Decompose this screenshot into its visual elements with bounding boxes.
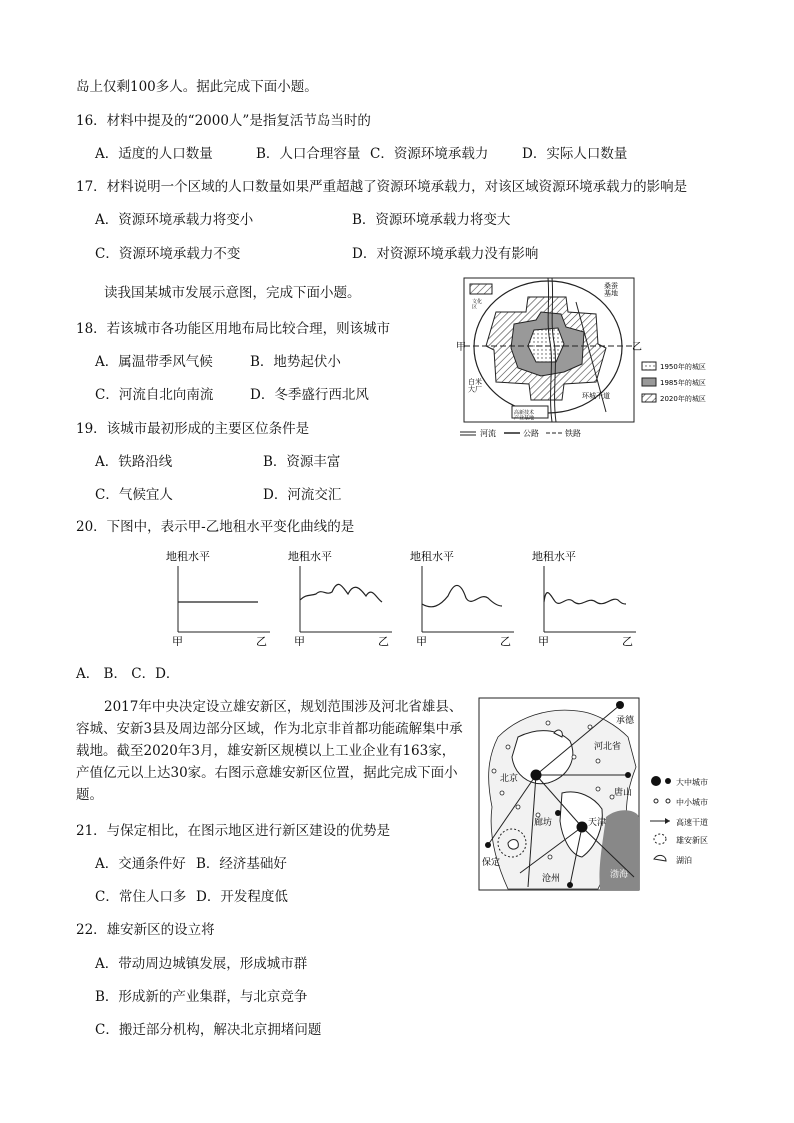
city-legend-1950: 1950年的城区 bbox=[660, 363, 706, 371]
city-legend-1985: 1985年的城区 bbox=[660, 379, 706, 387]
rent-chart-d bbox=[532, 549, 636, 646]
xiongan-location-map bbox=[478, 697, 788, 893]
q16-stem: 16．材料中提及的“2000人”是指复活节岛当时的 bbox=[76, 113, 371, 129]
city-map-jia: 甲 bbox=[456, 342, 466, 353]
q17-option-a[interactable]: A．资源环境承载力将变小 bbox=[95, 212, 254, 228]
q21-stem: 21．与保定相比，在图示地区进行新区建设的优势是 bbox=[76, 823, 391, 839]
map-tangshan: 唐山 bbox=[614, 788, 633, 798]
city-map-top-right: 桑蚕基地 bbox=[604, 282, 618, 298]
rent-chart-b-xstart: 甲 bbox=[294, 635, 305, 646]
rent-chart-c-ylabel: 地租水平 bbox=[410, 550, 454, 563]
q17-stem: 17．材料说明一个区域的人口数量如果严重超越了资源环境承载力，对该区域资源环境承载力的影响是 bbox=[76, 179, 688, 195]
q18-option-d[interactable]: D．冬季盛行西北风 bbox=[250, 387, 369, 403]
rent-chart-c bbox=[410, 549, 514, 646]
map-beijing: 北京 bbox=[500, 774, 519, 784]
rent-chart-c-xstart: 甲 bbox=[416, 635, 427, 646]
city-map-road-label: 环城干道 bbox=[582, 392, 610, 400]
map-legend-small-city: 中小城市 bbox=[676, 798, 708, 807]
map-hebei: 河北省 bbox=[594, 742, 622, 752]
map-bohai: 渤海 bbox=[610, 870, 629, 880]
q20-answers[interactable]: A． B． C．D． bbox=[76, 666, 180, 682]
q16-option-b[interactable]: B．人口合理容量 bbox=[256, 146, 361, 162]
rent-chart-a-ylabel: 地租水平 bbox=[166, 550, 210, 563]
q19-stem: 19．该城市最初形成的主要区位条件是 bbox=[76, 421, 310, 437]
map-cangzhou: 沧州 bbox=[542, 874, 561, 884]
rent-chart-a-xend: 乙 bbox=[256, 635, 267, 646]
q22-option-a[interactable]: A．带动周边城镇发展，形成城市群 bbox=[95, 956, 308, 972]
q21-option-a[interactable]: A．交通条件好 bbox=[95, 856, 186, 872]
city-map-yi: 乙 bbox=[632, 342, 642, 353]
rent-chart-a bbox=[166, 549, 270, 646]
map-legend-highway: 高速干道 bbox=[676, 818, 708, 827]
map-langfang: 廊坊 bbox=[534, 818, 553, 828]
xiongan-paragraph: 2017年中央决定设立雄安新区，规划范围涉及河北省雄县、容城、安新3县及周边部分区域，作为北京非首都功能疏解集中承载地。截至2020年3月，雄安新区规模以上工业企业有163家，产值亿元以上达30家。右图示意雄安新区位置，据此完成下面小题。 bbox=[76, 699, 463, 803]
q21-option-b[interactable]: B．经济基础好 bbox=[196, 856, 287, 872]
map-legend-lake: 湖泊 bbox=[676, 856, 692, 865]
rent-chart-d-xend: 乙 bbox=[622, 635, 633, 646]
q20-stem: 20．下图中，表示甲-乙地租水平变化曲线的是 bbox=[76, 519, 355, 535]
q17-option-c[interactable]: C．资源环境承载力不变 bbox=[95, 246, 241, 262]
q17-option-d[interactable]: D．对资源环境承载力没有影响 bbox=[352, 246, 539, 262]
q22-option-b[interactable]: B．形成新的产业集群，与北京竞争 bbox=[95, 989, 308, 1005]
q18-option-a[interactable]: A．属温带季风气候 bbox=[95, 354, 213, 370]
city-map-box-label: 文化区 bbox=[472, 299, 483, 311]
rent-chart-b-ylabel: 地租水平 bbox=[288, 550, 332, 563]
city-map-bottom-box: 高新技术产业基地 bbox=[514, 410, 535, 422]
rent-chart-d-xstart: 甲 bbox=[538, 635, 549, 646]
q16-option-c[interactable]: C．资源环境承载力 bbox=[370, 146, 489, 162]
q22-option-c[interactable]: C．搬迁部分机构，解决北京拥堵问题 bbox=[95, 1022, 322, 1038]
map-chengde: 承德 bbox=[616, 716, 635, 726]
rent-chart-b-xend: 乙 bbox=[378, 635, 389, 646]
q22-stem: 22．雄安新区的设立将 bbox=[76, 922, 215, 938]
rent-chart-d-ylabel: 地租水平 bbox=[532, 550, 576, 563]
map-legend-large-city: 大中城市 bbox=[676, 778, 708, 787]
q19-option-c[interactable]: C．气候宜人 bbox=[95, 487, 173, 503]
q19-option-d[interactable]: D．河流交汇 bbox=[263, 487, 342, 503]
city-legend-2020: 2020年的城区 bbox=[660, 395, 706, 403]
city-legend-road: 公路 bbox=[523, 429, 539, 438]
rent-chart-c-xend: 乙 bbox=[500, 635, 511, 646]
intro-tail: 岛上仅剩100多人。据此完成下面小题。 bbox=[76, 79, 318, 95]
q16-option-d[interactable]: D．实际人口数量 bbox=[522, 146, 628, 162]
q19-option-b[interactable]: B．资源丰富 bbox=[263, 454, 341, 470]
q18-option-c[interactable]: C．河流自北向南流 bbox=[95, 387, 214, 403]
city-development-map bbox=[456, 272, 786, 444]
rent-chart-a-xstart: 甲 bbox=[172, 635, 183, 646]
q21-option-d[interactable]: D．开发程度低 bbox=[196, 889, 288, 905]
q21-option-c[interactable]: C．常住人口多 bbox=[95, 889, 187, 905]
city-intro: 读我国某城市发展示意图，完成下面小题。 bbox=[104, 285, 361, 301]
q16-option-a[interactable]: A．适度的人口数量 bbox=[95, 146, 213, 162]
city-map-left-bottom: 白米大厂 bbox=[468, 378, 482, 394]
map-baoding: 保定 bbox=[482, 858, 501, 868]
city-legend-rail: 铁路 bbox=[565, 429, 581, 438]
rent-chart-b bbox=[288, 549, 392, 646]
q19-option-a[interactable]: A．铁路沿线 bbox=[95, 454, 173, 470]
q18-option-b[interactable]: B．地势起伏小 bbox=[250, 354, 341, 370]
q17-option-b[interactable]: B．资源环境承载力将变大 bbox=[352, 212, 511, 228]
map-tianjin: 天津 bbox=[588, 818, 607, 828]
q18-stem: 18．若该城市各功能区用地布局比较合理，则该城市 bbox=[76, 321, 391, 337]
map-legend-xiongan: 雄安新区 bbox=[676, 836, 708, 845]
rent-curve-charts bbox=[160, 546, 640, 646]
city-legend-river: 河流 bbox=[480, 429, 496, 438]
